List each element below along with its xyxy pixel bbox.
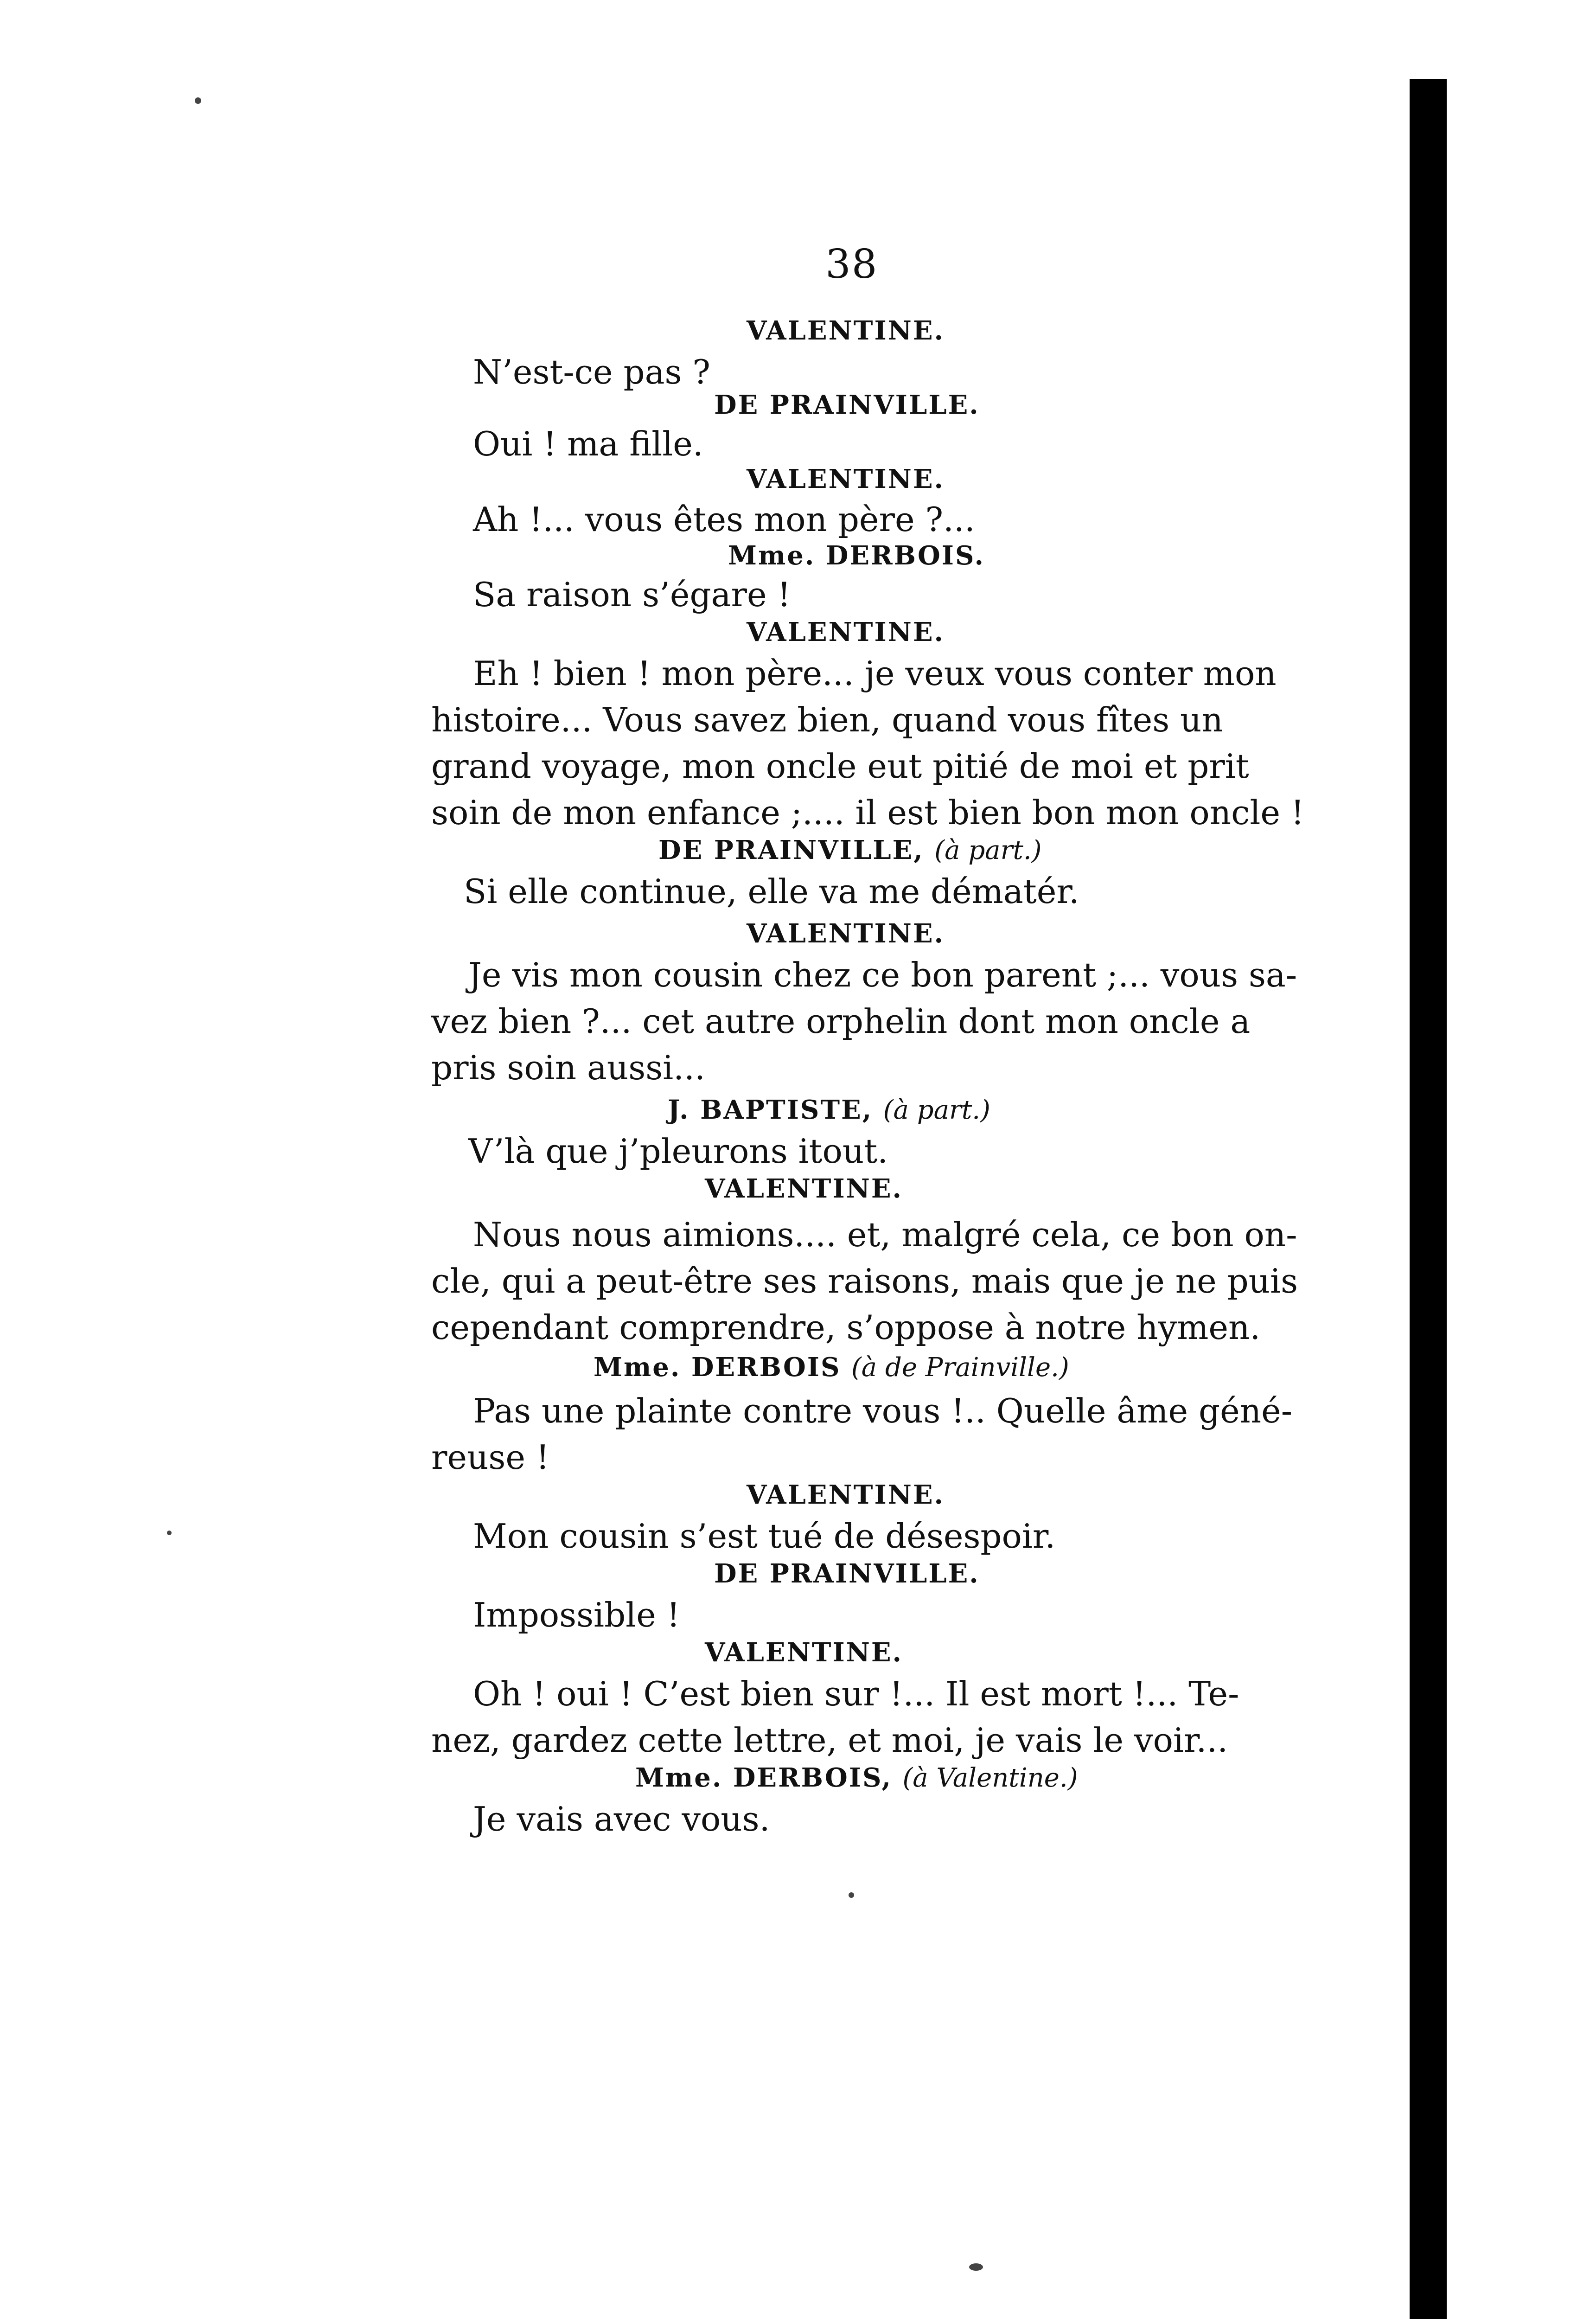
speaker-de-prainville: DE PRAINVILLE. — [714, 390, 980, 420]
dialogue-line: Pas une plainte contre vous !.. Quelle âme géné- — [473, 1391, 1293, 1430]
stage-direction: (à part.) — [883, 1095, 990, 1125]
dialogue-line: Oh ! oui ! C’est bien sur !... Il est mort !... Te- — [473, 1674, 1239, 1713]
speaker-valentine: VALENTINE. — [747, 464, 945, 494]
dialogue-line: Eh ! bien ! mon père... je veux vous conter mon — [473, 654, 1277, 693]
dialogue-line: Si elle continue, elle va me dématér. — [464, 872, 1079, 911]
speaker-valentine: VALENTINE. — [747, 1480, 945, 1510]
dialogue-line: grand voyage, mon oncle eut pitié de moi et prit — [431, 747, 1249, 786]
dialogue-line: Je vais avec vous. — [473, 1800, 770, 1839]
speaker-name: J. BAPTISTE, — [668, 1095, 873, 1125]
margin-speck — [167, 1531, 172, 1535]
speaker-valentine: VALENTINE. — [705, 1173, 903, 1204]
dialogue-line: Ah !... vous êtes mon père ?... — [473, 500, 975, 539]
dialogue-line: Je vis mon cousin chez ce bon parent ;... vous sa- — [468, 955, 1297, 994]
speaker-name: DE PRAINVILLE, — [658, 835, 924, 865]
dialogue-line: soin de mon enfance ;.... il est bien bon mon oncle ! — [431, 793, 1304, 832]
page-number: 38 — [825, 241, 878, 288]
dialogue-line: N’est-ce pas ? — [473, 352, 710, 391]
dialogue-line: Impossible ! — [473, 1595, 680, 1634]
dialogue-line: histoire... Vous savez bien, quand vous fîtes un — [431, 700, 1223, 739]
speaker-name: Mme. DERBOIS, — [635, 1762, 892, 1793]
dialogue-line: pris soin aussi... — [431, 1048, 705, 1087]
dialogue-line: V’là que j’pleurons itout. — [468, 1132, 888, 1171]
dialogue-line: Oui ! ma fille. — [473, 424, 703, 463]
speaker-mme-derbois: Mme. DERBOIS. — [728, 540, 985, 571]
speaker-valentine: VALENTINE. — [747, 617, 945, 647]
speaker-name: Mme. DERBOIS — [594, 1352, 841, 1383]
speaker-valentine: VALENTINE. — [747, 918, 945, 949]
speaker-mme-derbois — [635, 1762, 1078, 1793]
speaker-valentine: VALENTINE. — [747, 315, 945, 346]
stage-direction: (à de Prainville.) — [851, 1352, 1069, 1383]
dialogue-line: Mon cousin s’est tué de désespoir. — [473, 1517, 1056, 1556]
dialogue-line: Nous nous aimions.... et, malgré cela, ce bon on- — [473, 1215, 1297, 1254]
speaker-mme-derbois — [594, 1352, 1069, 1383]
margin-speck — [195, 97, 201, 104]
margin-speck — [969, 2263, 983, 2271]
dialogue-line: vez bien ?... cet autre orphelin dont mon oncle a — [431, 1002, 1251, 1041]
dialogue-line: reuse ! — [431, 1438, 549, 1477]
stage-direction: (à Valentine.) — [902, 1763, 1078, 1793]
dialogue-line: Sa raison s’égare ! — [473, 575, 791, 614]
dialogue-line: cependant comprendre, s’oppose à notre hymen. — [431, 1308, 1261, 1347]
speaker-de-prainville: DE PRAINVILLE. — [714, 1558, 980, 1589]
speaker-de-prainville — [658, 835, 1042, 865]
stage-direction: (à part.) — [934, 835, 1042, 865]
margin-speck — [849, 1892, 854, 1898]
speaker-valentine: VALENTINE. — [705, 1637, 903, 1668]
dialogue-line: cle, qui a peut-être ses raisons, mais que je ne puis — [431, 1262, 1298, 1300]
page-edge-shadow — [1410, 79, 1447, 2319]
dialogue-line: nez, gardez cette lettre, et moi, je vais le voir... — [431, 1721, 1228, 1760]
speaker-j-baptiste — [668, 1095, 990, 1125]
